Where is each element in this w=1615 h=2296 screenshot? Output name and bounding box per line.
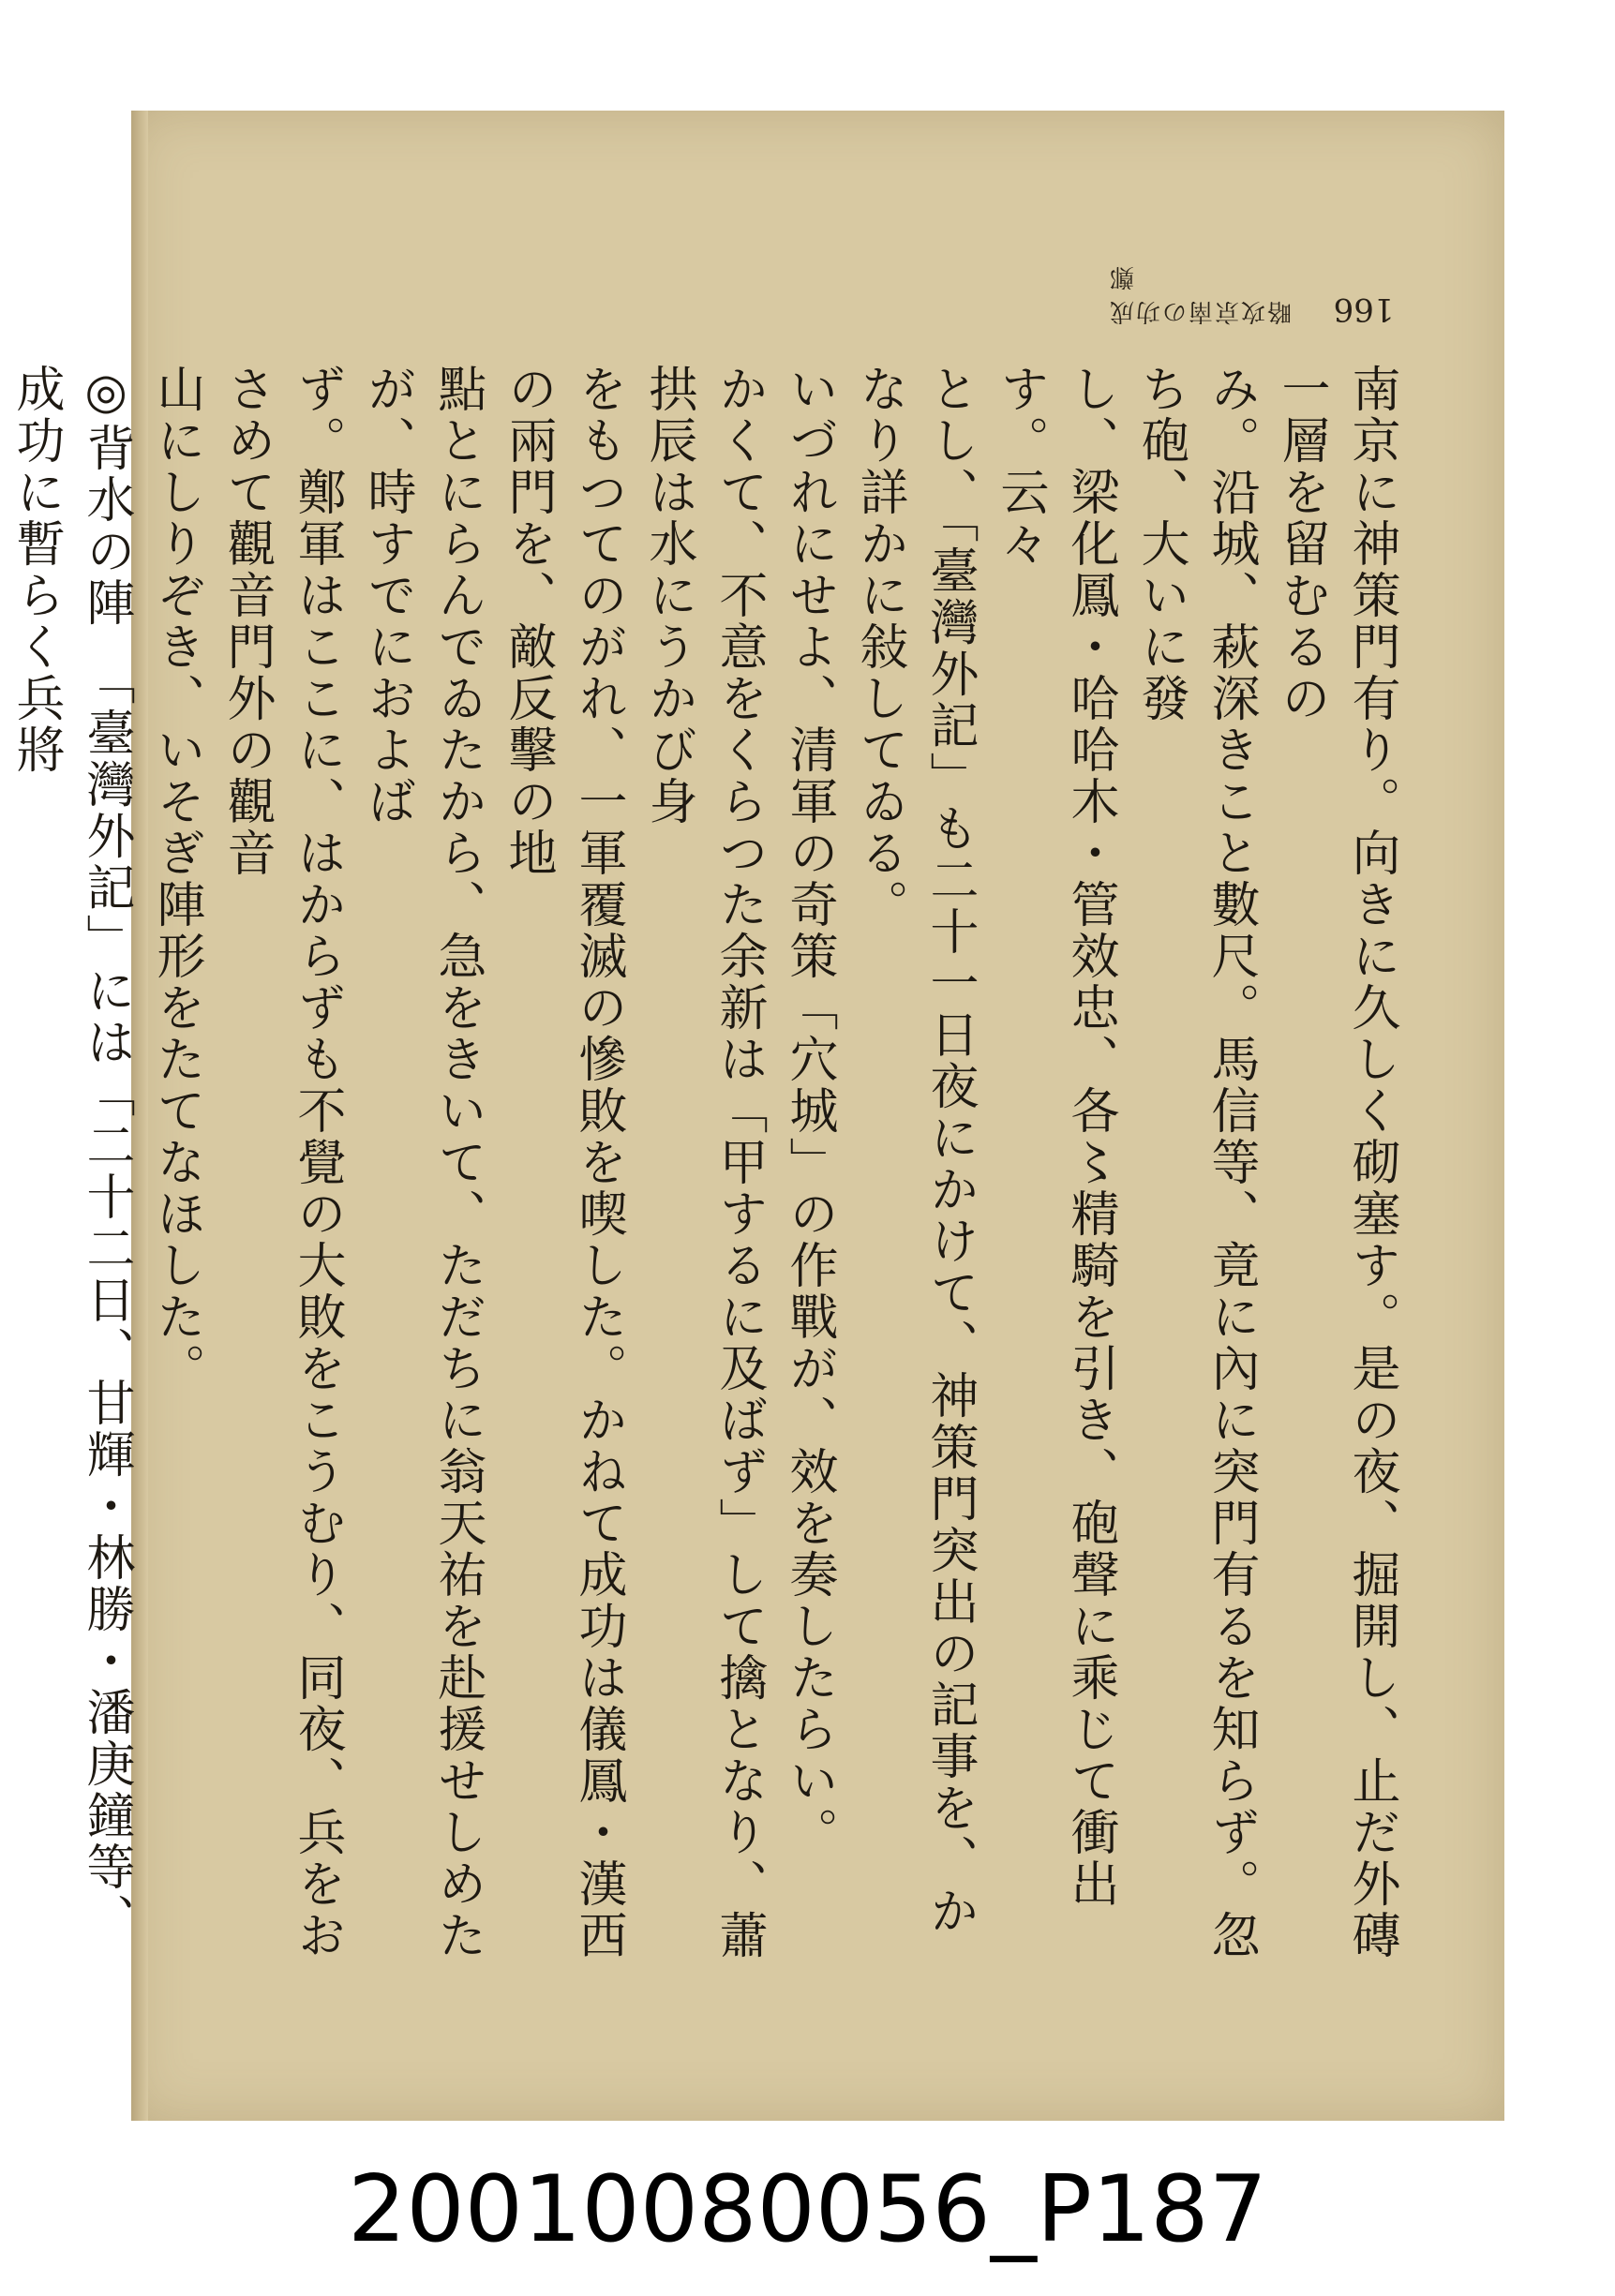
text-column-4: とし、「臺灣外記」も二十一日夜にかけて、神策門突出の記事を、かなり詳かに敍してゐる。 [851, 364, 978, 1937]
text-column-7: をもつてのがれ、一軍覆滅の慘敗を喫した。かねて成功は儀鳳・漢西の兩門を、敵反擊の地 [500, 364, 626, 1961]
archive-id-caption: 20010080056_P187 [347, 2156, 1267, 2263]
page-number: 166 [1333, 291, 1395, 328]
text-column-5: いづれにせよ、清軍の奇策「穴城」の作戰が、效を奏したらい。 [781, 364, 837, 1858]
text-column-11: ◎背水の陣 「臺灣外記」には「二十二日、甘輝・林勝・潘庚鐘等、成功に暫らく兵將 [7, 364, 134, 1945]
scanned-page [7, 111, 1504, 2121]
running-head: 略攻京南の功成鄭 [1108, 262, 1293, 325]
text-column-1: 南京に神策門有り。向きに久しく砌塞す。是の夜、掘開し、止だ外磚一層を留むるの [1273, 364, 1399, 1961]
text-column-10: 山にしりぞき、いそぎ陣形をたてなほした。 [148, 364, 204, 1394]
text-column-6: かくて、不意をくらつた余新は「甲するに及ばず」して擒となり、蕭拱辰は水にうかび身 [640, 364, 767, 1961]
text-column-9: ず。鄭軍はここに、はからずも不覺の大敗をこうむり、同夜、兵をおさめて觀音門外の觀音 [218, 364, 345, 1961]
vertical-text-body [7, 364, 1406, 1975]
text-column-3: し、梁化鳳・哈哈木・管效忠、各〻精騎を引き、砲聲に乘じて衝出す。云々 [992, 364, 1118, 1910]
text-column-8: 點とにらんでゐたから、急をきいて、ただちに翁天祐を赴援せしめたが、時すでにおよば [359, 364, 486, 1961]
text-column-2: み。沿城、萩深きこと數尺。馬信等、竟に內に突門有るを知らず。忽ち砲、大いに發 [1132, 364, 1259, 1961]
